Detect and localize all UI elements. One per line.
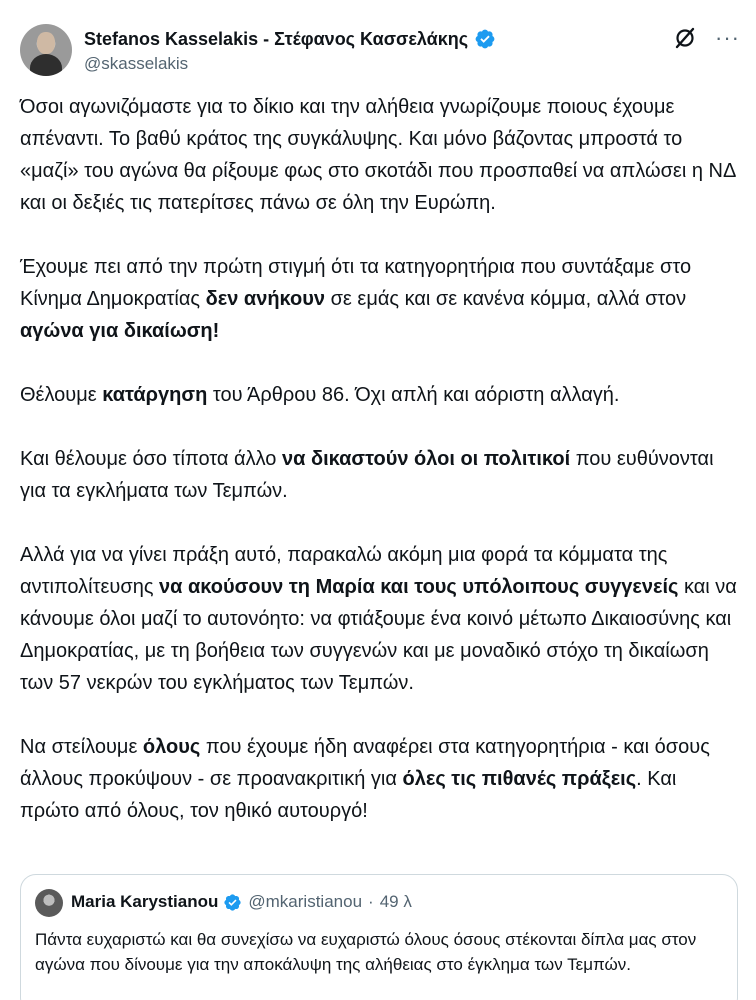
quoted-author-name: Maria Karystianou [71, 892, 219, 911]
separator-dot: · [368, 892, 374, 911]
quoted-author-avatar [35, 889, 63, 917]
tweet-paragraph-3: Θέλουμε κατάργηση του Άρθρου 86. Όχι απλή και αόριστη αλλαγή. [20, 384, 620, 406]
tweet-body [20, 91, 740, 859]
tweet-header [20, 22, 740, 82]
verified-badge-icon [223, 893, 242, 912]
author-display-name[interactable]: Stefanos Kasselakis - Στέφανος Κασσελάκης [84, 28, 469, 49]
tweet-paragraph-1: Όσοι αγωνιζόμαστε για το δίκιο και την αλήθεια γνωρίζουμε ποιους έχουμε απέναντι. Το βαθύ κράτος της συγκάλυψης. Και μόνο βάζοντας μπροστά το «μαζί» του αγώνα θα ρίξουμε φως στο σκοτάδι που προσπαθεί να απλώσει η ΝΔ και οι δεξιές τις πατερίτσες πάνω σε όλη την Ευρώπη. [20, 96, 736, 214]
author-avatar[interactable] [20, 24, 72, 76]
quoted-tweet-text: Πάντα ευχαριστώ και θα συνεχίσω να ευχαριστώ όλους όσους στέκονται δίπλα μας στον αγώνα που δίνουμε για την αποκάλυψη της αλήθειας στο έγκλημα των Τεμπών. [35, 930, 697, 974]
quoted-author-handle: @mkaristianou [248, 892, 363, 911]
author-name-line [84, 28, 496, 50]
author-handle[interactable]: @skasselakis [84, 54, 189, 73]
header-actions [673, 26, 740, 50]
tweet-paragraph-2: Έχουμε πει από την πρώτη στιγμή ότι τα κατηγορητήρια που συντάξαμε στο Κίνημα Δημοκρατίας δεν ανήκουν σε εμάς και σε κανένα κόμμα, αλλά στον αγώνα για δικαίωση! [20, 256, 692, 342]
quoted-tweet[interactable] [20, 874, 738, 1000]
tweet-paragraph-5: Αλλά για να γίνει πράξη αυτό, παρακαλώ ακόμη μια φορά τα κόμματα της αντιπολίτευσης να ακούσουν τη Μαρία και τους υπόλοιπους συγγενείς και να κάνουμε όλοι μαζί το αυτονόητο: να φτιάξουμε ένα κοινό μέτωπο Δικαιοσύνης και Δημοκρατίας, με τη βοήθεια των συγγενών και με μοναδικό στόχο τη δικαίωση των 57 νεκρών του εγκλήματος των Τεμπών. [20, 544, 737, 694]
tweet-paragraph-6: Να στείλουμε όλους που έχουμε ήδη αναφέρει στα κατηγορητήρια - και όσους άλλους προκύψουν - σε προανακριτική για όλες τις πιθανές πράξεις. Και πρώτο από όλους, τον ηθικό αυτουργό! [20, 736, 710, 822]
tweet-paragraph-4: Και θέλουμε όσο τίποτα άλλο να δικαστούν όλοι οι πολιτικοί που ευθύνονται για τα εγκλήματα των Τεμπών. [20, 448, 714, 502]
quoted-author-line [71, 892, 412, 912]
verified-badge-icon [474, 28, 496, 50]
grok-icon[interactable] [673, 26, 697, 50]
quoted-timestamp[interactable]: 49 λ [379, 892, 412, 911]
more-icon[interactable]: ··· [715, 25, 740, 50]
